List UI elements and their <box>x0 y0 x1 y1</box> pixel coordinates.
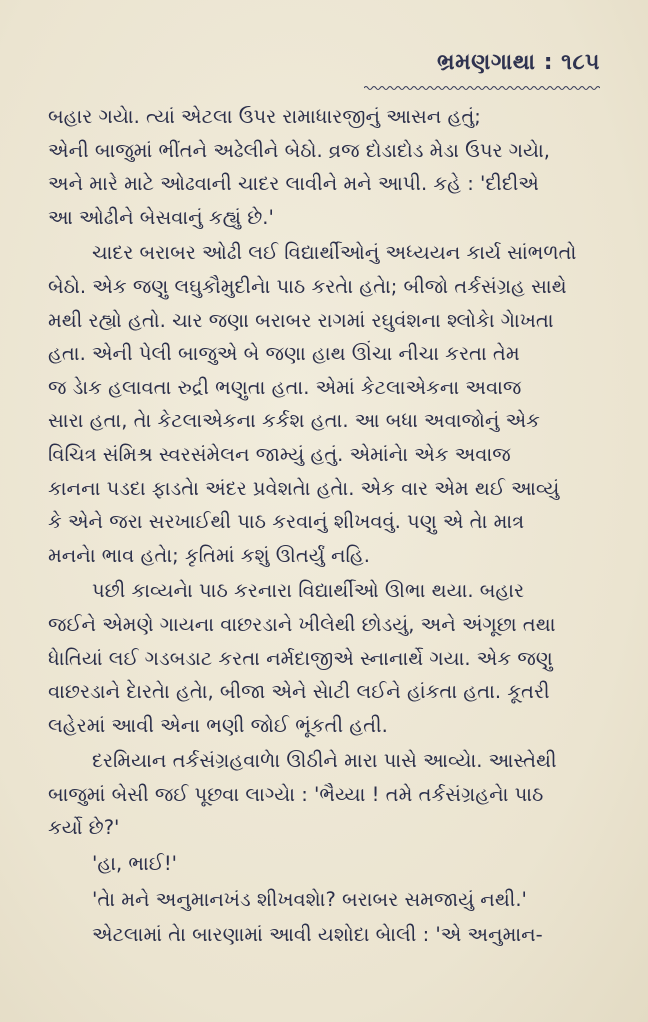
text-line: ધેાતિયાં લઈ ગડબડાટ કરતા નર્મદાજીએ સ્નાનાર્થે ગયા. એક જણુ <box>48 646 553 670</box>
text-line: અને મારે માટે ઓઢવાની ચાદર લાવીને મને આપી. કહે : 'દીદીએ <box>48 172 539 196</box>
paragraph <box>48 883 608 917</box>
text-line: મથી રહ્યો હતો. ચાર જણા બરાબર રાગમાં રઘુવંશના શ્લોકેા ગેાખતા <box>48 308 554 332</box>
text-line: આ ઓઢીને બેસવાનું કહ્યું છે.' <box>48 205 274 229</box>
text-line: લહેરમાં આવી એના ભણી જોઈ ભૂંકતી હતી. <box>48 713 388 737</box>
text-line: જઈને એમણે ગાયના વાછરડાને ખીલેથી છોડયું, અને અંગૂછા તથા <box>48 612 556 636</box>
text-line: કર્યો છે?' <box>48 816 120 840</box>
text-line: ચાદર બરાબર ઓઢી લઈ વિદ્યાર્થીઓનું અધ્યયન કાર્ય સાંભળતો <box>92 241 577 265</box>
text-line: વાછરડાને દેારતેા હતેા, બીજા એને સેાટી લઈને હાંકતા હતા. કૂતરી <box>48 680 550 704</box>
text-line: જ ડેાક હલાવતા રુદ્રી ભણુતા હતા. એમાં કેટલાએકના અવાજ <box>48 375 522 399</box>
text-line: સારા હતા, તેા કેટલાએકના કર્કશ હતા. આ બધા અવાજોનું એક <box>48 409 540 433</box>
text-line: બહાર ગયેા. ત્યાં એટલા ઉપર રામાધારજીનું આસન હતું; <box>48 105 481 128</box>
text-line: દરમિયાન તર્કસંગ્રહવાળેા ઊઠીને મારા પાસે આવ્યેા. આસ્તેથી <box>92 749 557 773</box>
text-line: બેઠો. એક જણુ લઘુકૌમુદીનેા પાઠ કરતેા હતેા; બીજો તર્કસંગ્રહ સાથે <box>48 274 567 298</box>
body-text <box>48 100 608 954</box>
paragraph <box>48 847 608 881</box>
text-line: બાજુમાં બેસી જઈ પૂછવા લાગ્યેા : 'ભૈય્યા ! તમે તર્કસંગ્રહનેા પાઠ <box>48 782 544 806</box>
text-line: એની બાજુમાં ભીંતને અઢેલીને બેઠો. વ્રજ દોડાદોડ મેડા ઉપર ગયેા, <box>48 138 550 162</box>
text-line: વિચિત્ર સંમિશ્ર સ્વરસંમેલન જામ્યું હતું. એમાંનેા એક અવાજ <box>48 442 511 466</box>
paragraph <box>48 744 608 845</box>
running-head: ભ્રમણગાથા : ૧૮૫ <box>437 50 600 75</box>
paragraph <box>48 100 608 234</box>
text-line: પછી કાવ્યનેા પાઠ કરનારા વિદ્યાર્થીઓ ઊભા થયા. બહાર <box>92 579 525 603</box>
paragraph <box>48 574 608 742</box>
paragraph <box>48 918 608 952</box>
paragraph <box>48 236 608 572</box>
text-line: કાનના પડદા ફાડતેા અંદર પ્રવેશતેા હતેા. એક વાર એમ થઈ આવ્યું <box>48 476 560 500</box>
text-line: કે એને જરા સરખાઈથી પાઠ કરવાનું શીખવવું. પણુ એ તેા માત્ર <box>48 510 525 534</box>
text-line: એટલામાં તેા બારણામાં આવી યશોદા બેાલી : 'એ અનુમાન- <box>92 923 543 947</box>
running-head-wavy-rule <box>364 85 600 91</box>
text-line: 'તેા મને અનુમાનખંડ શીખવશેા? બરાબર સમજાયું નથી.' <box>92 887 527 911</box>
text-line: 'હા, ભાઈ!' <box>92 852 178 876</box>
text-line: હતા. એની પેલી બાજુએ બે જણા હાથ ઊંચા નીચા કરતા તેમ <box>48 342 520 366</box>
text-line: મનનેા ભાવ હતેા; કૃતિમાં કશું ઊતર્યું નહિ. <box>48 543 370 567</box>
